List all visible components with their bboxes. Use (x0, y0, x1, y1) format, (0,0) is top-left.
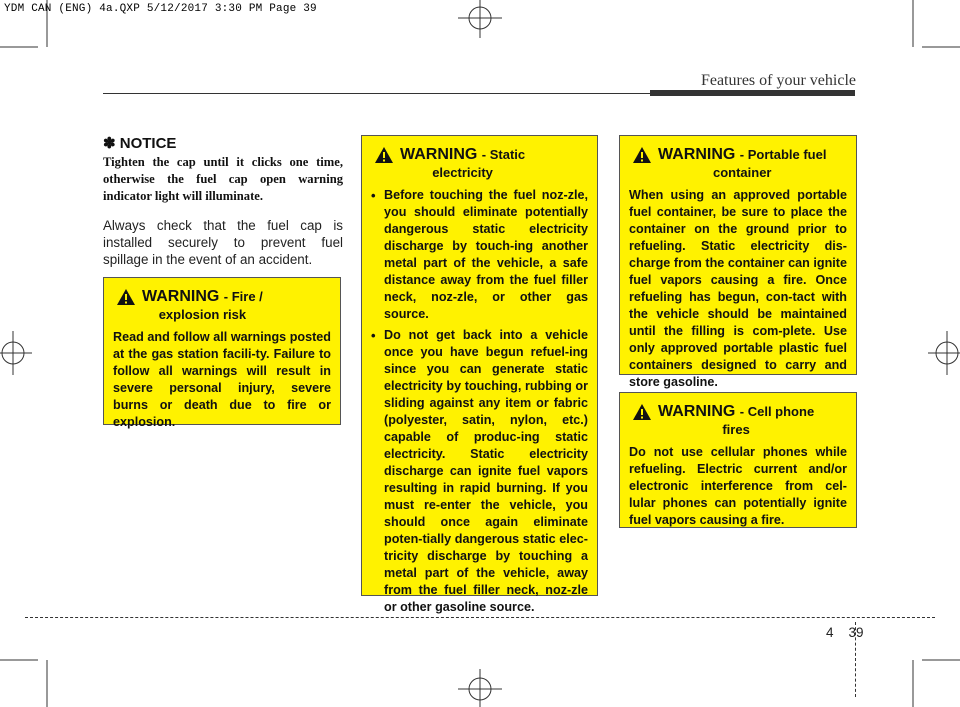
footer-rule (25, 617, 935, 618)
bullet-dot: • (371, 188, 376, 203)
warning-subtitle-line2: fires (722, 422, 750, 437)
warning-subtitle-line2: container (712, 165, 772, 180)
notice-body: Always check that the fuel cap is installed securely to prevent fuel spillage in the event of an accident. (103, 218, 343, 267)
registration-mark-icon (0, 331, 32, 375)
warning-subtitle: - Fire / (223, 289, 263, 304)
printer-slug: YDM CAN (ENG) 4a.QXP 5/12/2017 3:30 PM Page 39 (4, 3, 317, 15)
warning-triangle-icon (374, 146, 394, 164)
warning-subtitle-line2: electricity (432, 165, 493, 180)
warning-triangle-icon (632, 403, 652, 421)
bullet-text: Before touching the fuel noz-zle, you should eliminate potentially dangerous static electricity discharge by touch-ing another metal part of the vehicle, a safe distance away from the fuel filler neck, noz-zle, or other gas source. (384, 188, 588, 321)
notice-emphasis: Tighten the cap until it clicks one time, otherwise the fuel cap open warning indicator light will illuminate. (103, 155, 343, 203)
warning-text: Read and follow all warnings posted at the gas station facili-ty. Failure to follow all warnings will result in severe personal injury, severe burns or death due to fire or explosion. (113, 330, 331, 429)
bullet-item (371, 327, 588, 616)
footer-divider (855, 622, 857, 697)
registration-mark-icon (458, 668, 502, 707)
chapter-number: 4 (826, 625, 834, 640)
warning-text: Do not use cellular phones while refueling. Electric current and/or electronic interference from cel-lular phones can potentially ignite fuel vapors causing a fire. (629, 445, 847, 527)
warning-static-box (361, 135, 598, 614)
warning-subtitle-line2: explosion risk (158, 307, 247, 322)
warning-label: WARNING (658, 146, 736, 163)
warning-triangle-icon (632, 146, 652, 164)
warning-subtitle: - Static (481, 147, 526, 162)
warning-subtitle: - Portable fuel (739, 147, 827, 162)
warning-header (113, 288, 331, 323)
warning-label: WARNING (142, 288, 220, 305)
warning-header (629, 146, 847, 181)
warning-portable-box (619, 135, 857, 389)
warning-label: WARNING (658, 403, 736, 420)
registration-mark-icon (458, 0, 502, 40)
warning-text: When using an approved portable fuel container, be sure to place the container on the ground prior to refueling. Static electricity dis-charge from the container can ignite fuel vapors causing a fire. Once refueling has begun, con-tact with the vehicle should be maintained until the filling is com-plete. Use only approved portable plastic fuel containers designed to carry and store gasoline. (629, 188, 847, 389)
warning-label: WARNING (400, 146, 478, 163)
running-header: Features of your vehicle (700, 72, 856, 89)
warning-phone-box (619, 392, 857, 528)
header-bar (650, 90, 855, 96)
registration-mark-icon (928, 331, 960, 375)
warning-header (629, 403, 847, 438)
notice-section (103, 134, 343, 268)
warning-subtitle: - Cell phone (739, 404, 815, 419)
warning-fire-box (103, 277, 341, 429)
page-number (826, 625, 864, 640)
notice-title: ✽ NOTICE (103, 135, 177, 152)
bullet-dot: • (371, 328, 376, 343)
warning-triangle-icon (116, 288, 136, 306)
bullet-item (371, 187, 588, 323)
page-number-value: 39 (848, 625, 864, 640)
bullet-text: Do not get back into a vehicle once you have begun refuel-ing since you can generate static electricity by touching, rubbing or sliding against any item or fabric (polyester, satin, nylon, etc.) capable of produc-ing static electricity. Static electricity discharge can ignite fuel vapors resulting in rapid burning. If you must re-enter the vehicle, you should once again eliminate poten-tially dangerous static elec-tricity discharge by touching a metal part of the vehicle, away from the fuel filler neck, noz-zle or other gasoline source. (384, 328, 588, 614)
warning-header (371, 146, 588, 181)
